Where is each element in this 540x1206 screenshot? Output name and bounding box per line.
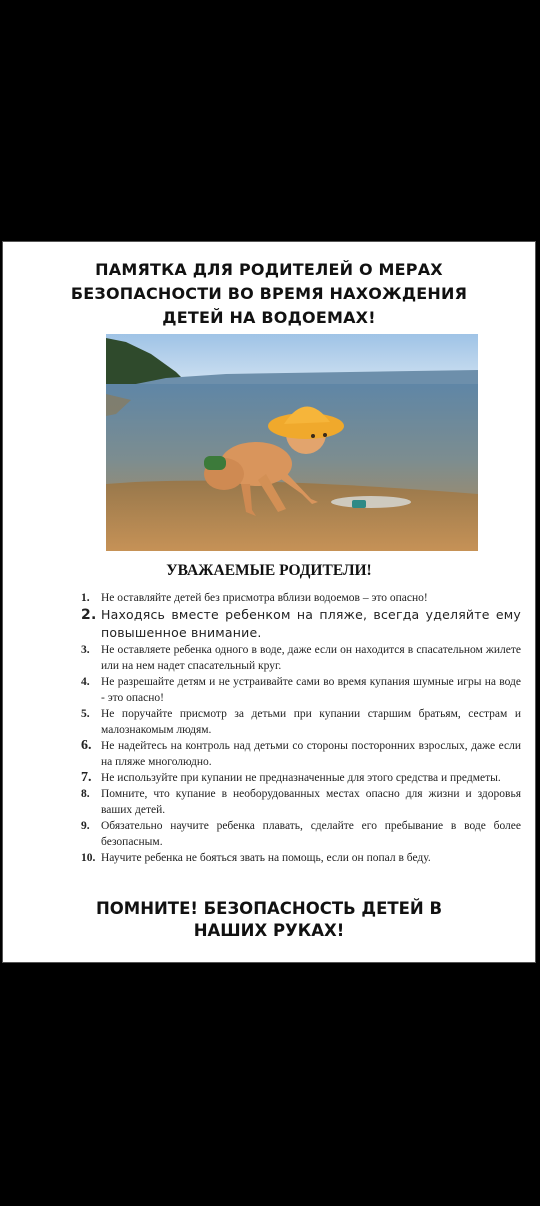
rule-number: 4. xyxy=(81,676,90,688)
footer-line: ПОМНИТЕ! БЕЗОПАСНОСТЬ ДЕТЕЙ В xyxy=(95,899,443,918)
rule-item xyxy=(81,818,521,850)
rule-item xyxy=(81,642,521,674)
rule-text: Научите ребенка не бояться звать на помощь, если он попал в беду. xyxy=(101,852,431,864)
rule-text: Обязательно научите ребенка плавать, сделайте его пребывание в воде более безопасным. xyxy=(101,820,521,848)
rule-item xyxy=(81,606,521,642)
rule-item xyxy=(81,770,521,786)
rule-number: 6. xyxy=(81,738,92,753)
rule-number: 1. xyxy=(81,592,90,604)
footer-line: НАШИХ РУКАХ! xyxy=(193,921,345,940)
rule-item xyxy=(81,850,521,866)
rule-number: 9. xyxy=(81,820,90,832)
rule-text: Не оставляете ребенка одного в воде, даже если он находится в спасательном жилете или на нем надет спасательный круг. xyxy=(101,644,521,672)
rule-item xyxy=(81,738,521,770)
rule-text: Не оставляйте детей без присмотра вблизи водоемов – это опасно! xyxy=(101,592,428,604)
rule-number: 7. xyxy=(81,770,92,785)
rules-list xyxy=(81,590,521,866)
rule-number: 2. xyxy=(81,607,97,623)
rule-text: Не используйте при купании не предназначенные для этого средства и предметы. xyxy=(101,772,501,784)
rule-text: Не разрешайте детям и не устраивайте сами во время купания шумные игры на воде - это опасно! xyxy=(101,676,521,704)
memo-title xyxy=(3,258,535,330)
rule-text: Помните, что купание в необорудованных местах опасно для жизни и здоровья ваших детей. xyxy=(101,788,521,816)
title-line: БЕЗОПАСНОСТИ ВО ВРЕМЯ НАХОЖДЕНИЯ xyxy=(70,284,468,303)
title-line: ДЕТЕЙ НА ВОДОЕМАХ! xyxy=(162,308,376,327)
rule-text: Не поручайте присмотр за детьми при купании старшим братьям, сестрам и малознакомым людям. xyxy=(101,708,521,736)
title-line: ПАМЯТКА ДЛЯ РОДИТЕЛЕЙ О МЕРАХ xyxy=(95,260,443,279)
rule-number: 10. xyxy=(81,852,96,864)
rule-item xyxy=(81,674,521,706)
rule-number: 3. xyxy=(81,644,90,656)
rule-number: 8. xyxy=(81,788,90,800)
greeting-heading: УВАЖАЕМЫЕ РОДИТЕЛИ! xyxy=(166,562,372,579)
rule-item xyxy=(81,786,521,818)
rule-item xyxy=(81,590,521,606)
closing-reminder xyxy=(3,898,535,942)
child-on-beach-photo xyxy=(106,334,478,551)
rule-text: Не надейтесь на контроль над детьми со стороны посторонних взрослых, даже если на пляже многолюдно. xyxy=(101,740,521,768)
rule-number: 5. xyxy=(81,708,90,720)
rule-item xyxy=(81,706,521,738)
rule-text: Находясь вместе ребенком на пляже, всегда уделяйте ему повышенное внимание. xyxy=(101,607,521,640)
memo-page xyxy=(2,241,536,963)
